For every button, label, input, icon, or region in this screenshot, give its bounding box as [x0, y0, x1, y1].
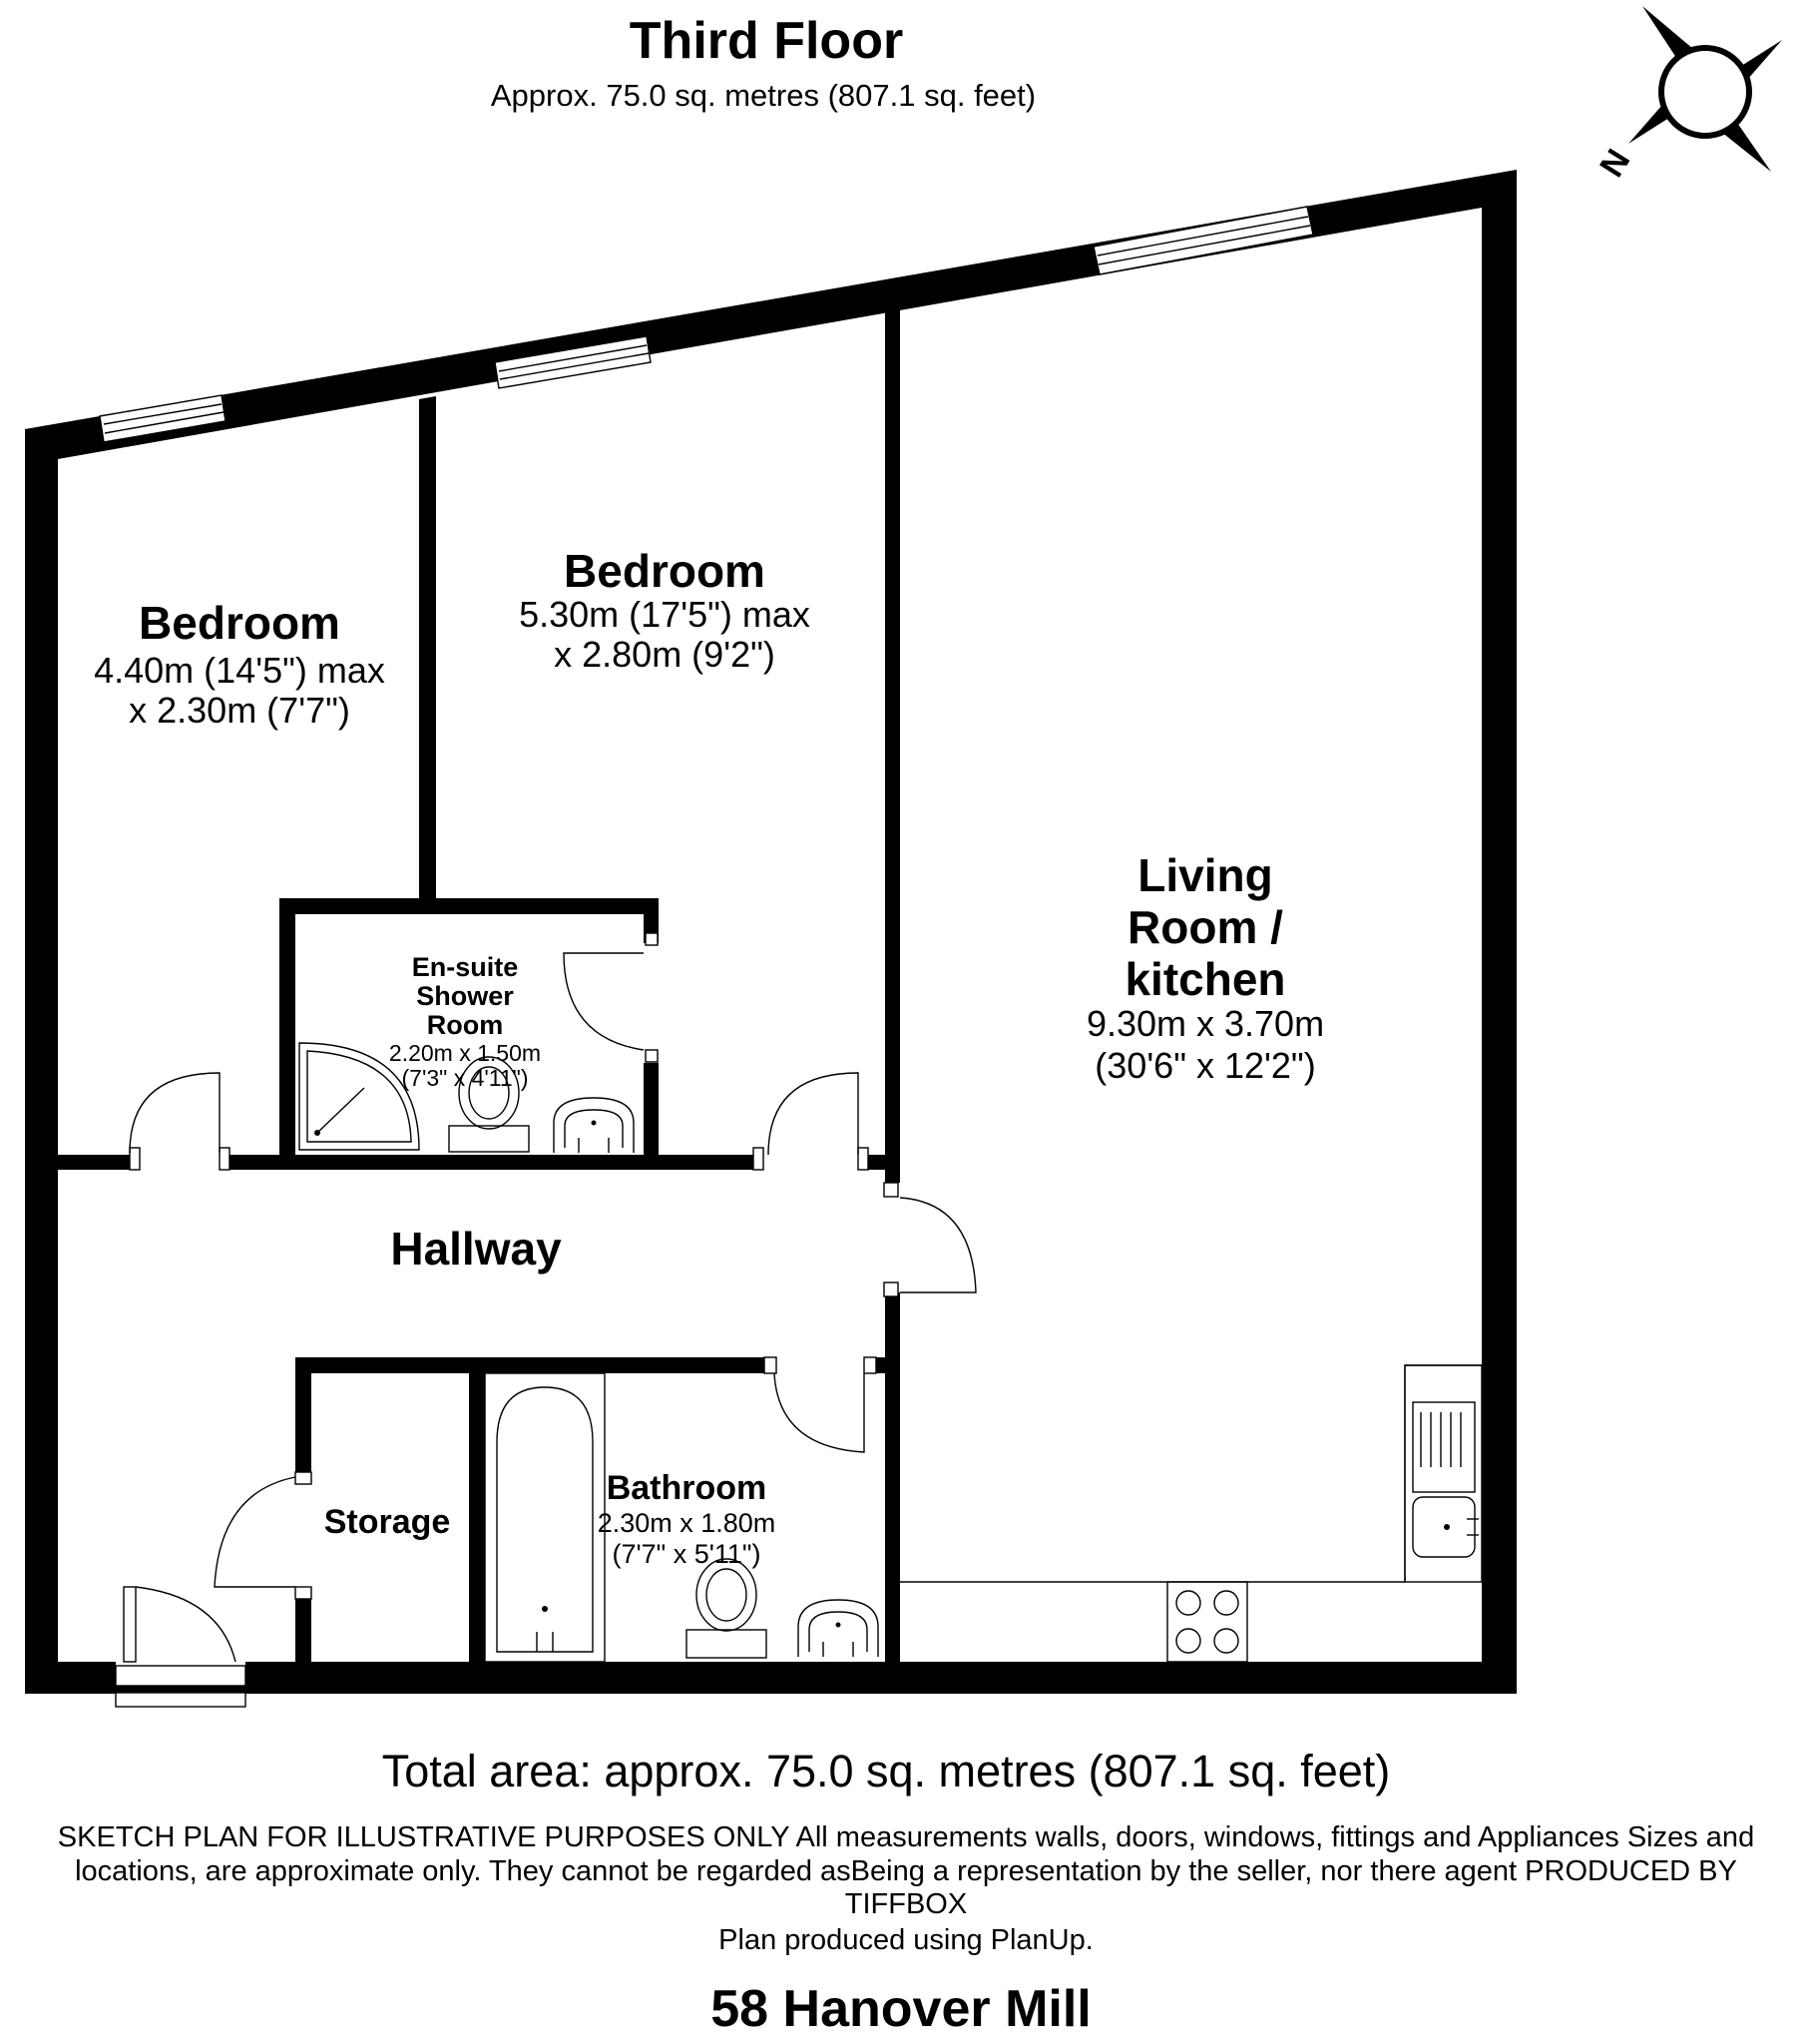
total-area: Total area: approx. 75.0 sq. metres (807.1 sq. feet): [381, 1746, 1391, 1796]
room-label-bedroom-middle: [519, 545, 810, 675]
disclaimer-line: locations, are approximate only. They cannot be regarded asBeing a representation by the seller, nor there agent PRODUCED BY: [75, 1855, 1737, 1887]
room-dimension: (7'3" x 4'11"): [401, 1065, 529, 1091]
room-name: Living: [1137, 849, 1273, 901]
room-label-hallway: Hallway: [390, 1223, 562, 1275]
room-name: kitchen: [1125, 953, 1286, 1005]
kitchen-counter: [900, 1365, 1482, 1582]
basin-icon: [554, 1098, 634, 1153]
room-dimension: 2.30m x 1.80m: [597, 1508, 776, 1538]
room-dimension: x 2.30m (7'7"): [129, 690, 350, 731]
disclaimer-line: SKETCH PLAN FOR ILLUSTRATIVE PURPOSES ONLY All measurements walls, doors, windows, fittings and Appliances Sizes and: [57, 1821, 1755, 1853]
basin-icon: [798, 1600, 878, 1657]
room-name: Bedroom: [564, 545, 765, 597]
room-name: Bedroom: [139, 597, 340, 649]
north-label: N: [1592, 143, 1638, 185]
room-name: Bathroom: [606, 1469, 767, 1507]
toilet-icon: [686, 1559, 766, 1658]
room-dimension: x 2.80m (9'2"): [554, 634, 775, 675]
produced-by: Plan produced using PlanUp.: [718, 1924, 1094, 1956]
room-label-bedroom-left: [94, 597, 385, 731]
room-dimension: 9.30m x 3.70m: [1086, 1003, 1325, 1044]
room-dimension: 2.20m x 1.50m: [388, 1040, 542, 1066]
room-dimension: 5.30m (17'5") max: [519, 594, 810, 635]
floor-area: Approx. 75.0 sq. metres (807.1 sq. feet): [490, 78, 1037, 113]
floor-title: Third Floor: [629, 12, 904, 70]
exterior-walls: [25, 170, 1517, 1694]
room-label-ensuite: [389, 952, 541, 1091]
bath-icon: [485, 1373, 605, 1662]
room-dimension: (30'6" x 12'2"): [1095, 1045, 1316, 1086]
room-label-bathroom: [598, 1469, 776, 1569]
property-address: 58 Hanover Mill: [710, 1980, 1092, 2038]
room-label-living: [1087, 849, 1324, 1086]
room-name: En-suite: [411, 952, 519, 982]
room-label-storage: Storage: [323, 1503, 451, 1541]
room-dimension: (7'7" x 5'11"): [612, 1539, 761, 1569]
hob-icon: [1167, 1582, 1247, 1662]
compass-rose-icon: [1592, 6, 1782, 184]
room-dimension: 4.40m (14'5") max: [94, 650, 385, 691]
disclaimer-line: TIFFBOX: [844, 1888, 968, 1920]
room-name: Room /: [1128, 901, 1283, 953]
room-name: Room: [426, 1010, 504, 1040]
room-name: Shower: [416, 981, 514, 1011]
